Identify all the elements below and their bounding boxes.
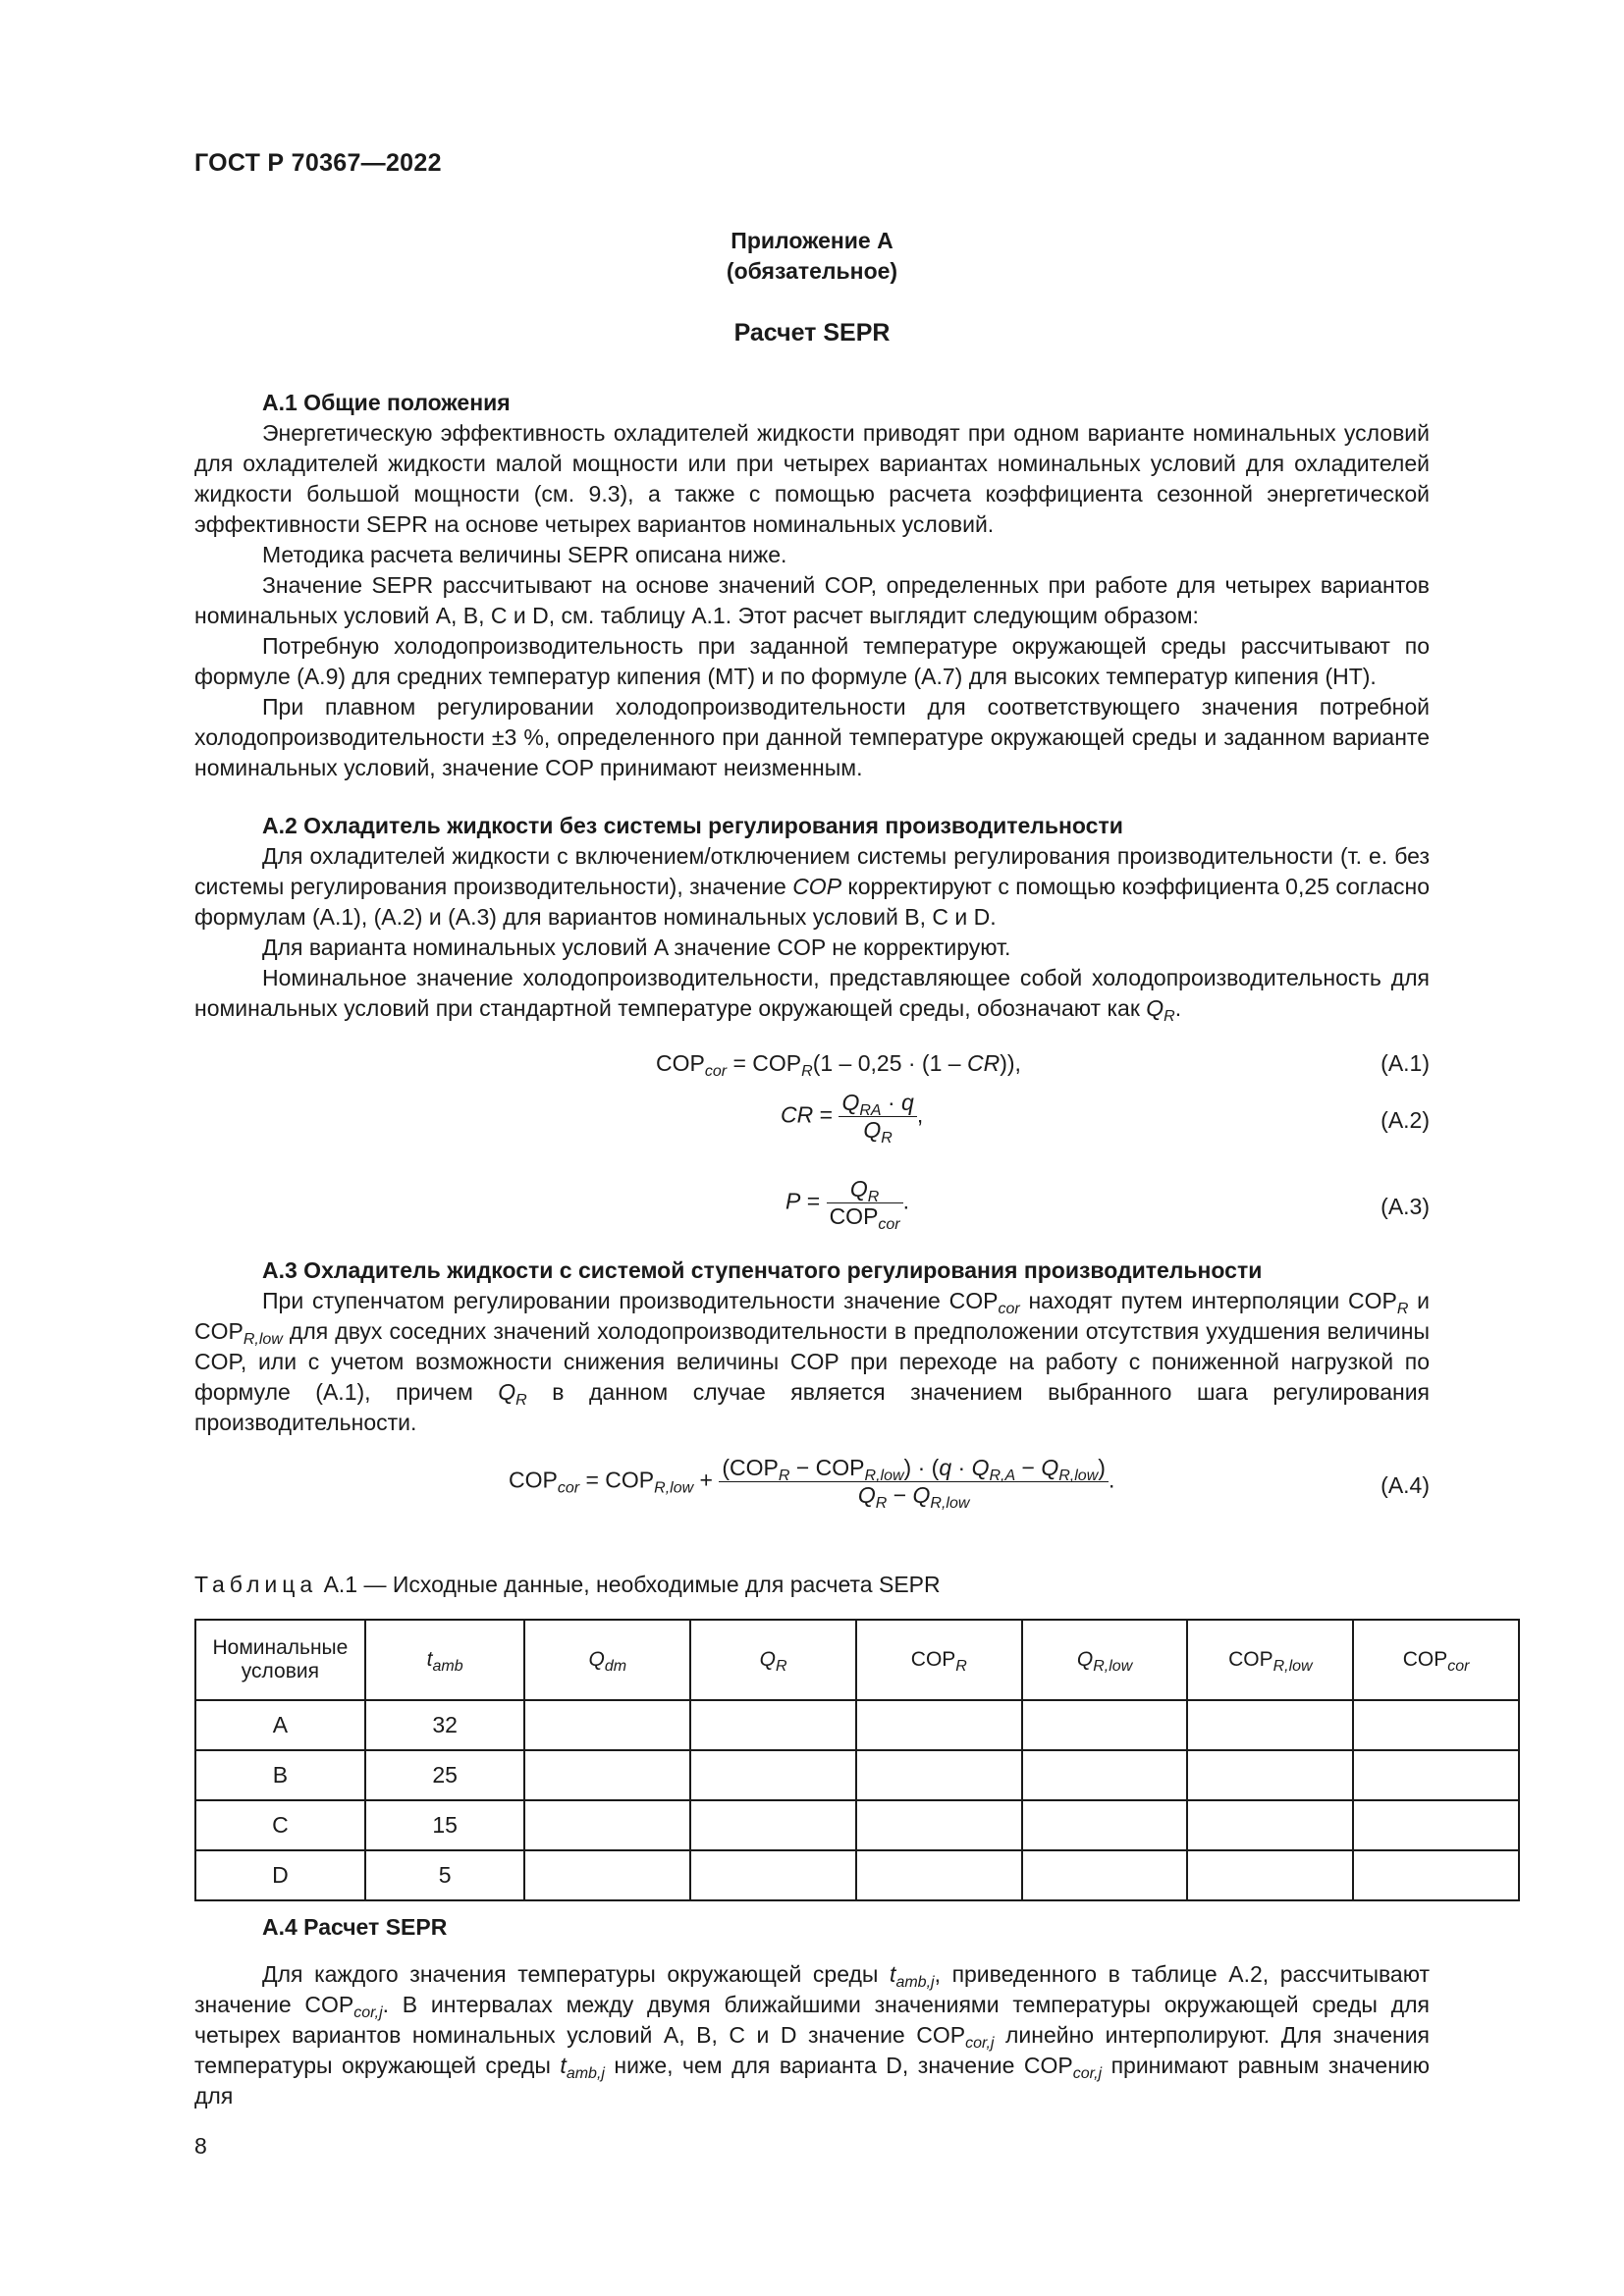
header-copr: $COP_R$ [856, 1620, 1022, 1700]
paragraph: Методика расчета величины SEPR описана ниже. [262, 542, 787, 567]
formula-a1-body: $COP_{cor} = COP_R(1 - 0,25 \cdot (1 - CR))$, [656, 1050, 1021, 1080]
header-tamb: $t_{amb}$ [365, 1620, 525, 1700]
cell-tamb: 25 [365, 1750, 525, 1800]
cell-empty [856, 1800, 1022, 1850]
formula-a3-body: P = $\frac{Q_R}{COP_{cor}}$ . [785, 1176, 910, 1233]
header-qrlow: $Q_{R,low}$ [1022, 1620, 1188, 1700]
formula-a3 [194, 1176, 1430, 1235]
cell-tamb: 32 [365, 1700, 525, 1750]
formula-number: (А.2) [1380, 1107, 1430, 1133]
formula-a2 [194, 1090, 1430, 1148]
section-heading: А.4 Расчет SEPR [262, 1914, 448, 1940]
cell-empty [1022, 1750, 1188, 1800]
table-row [195, 1850, 1519, 1900]
appendix-label: Приложение А [731, 228, 893, 253]
paragraph: Потребную холодопроизводительность при заданной температуре окружающей среды рассчитывают по формуле (А.9) для средних температур кипения (МТ) и по формуле (А.7) для высоких температур кипения (НТ). [194, 633, 1430, 689]
cell-cond: D [195, 1850, 365, 1900]
cell-empty [1022, 1700, 1188, 1750]
appendix-status: (обязательное) [726, 258, 898, 284]
section-a2 [194, 811, 1430, 1024]
cell-empty [856, 1750, 1022, 1800]
cell-empty [1353, 1750, 1519, 1800]
cell-empty [1187, 1850, 1353, 1900]
cell-empty [1022, 1850, 1188, 1900]
cell-empty [524, 1800, 690, 1850]
cell-cond: A [195, 1700, 365, 1750]
paragraph: Для охладителей жидкости с включением/отключением системы регулирования производительности (т. е. без системы регулирования производительности), значение COP корректируют с помощью коэффициента 0,25 согласно формулам (А.1), (А.2) и (А.3) для вариантов номинальных условий B, C и D. [194, 843, 1430, 930]
cell-cond: B [195, 1750, 365, 1800]
paragraph: Номинальное значение холодопроизводительности, представляющее собой холодопроизводительность для номинальных условий при стандартной температуре окружающей среды, обозначают как $Q_R$. [194, 965, 1430, 1025]
cell-empty [690, 1750, 856, 1800]
paragraph: Для варианта номинальных условий A значение COP не корректируют. [262, 934, 1011, 960]
cell-empty [690, 1850, 856, 1900]
cell-empty [524, 1750, 690, 1800]
cell-empty [856, 1700, 1022, 1750]
section-heading: А.3 Охладитель жидкости с системой ступенчатого регулирования производительности [262, 1257, 1263, 1283]
formula-a4-body: $COP_{cor} = COP_{R,low}$ + $\frac{(COP_R - COP_{R,low}) \cdot (q \cdot Q_{R,A} - Q_{R,low})}{Q_R - Q_{R,low}}$ . [509, 1455, 1115, 1512]
header-qr: $Q_R$ [690, 1620, 856, 1700]
cell-empty [1353, 1800, 1519, 1850]
formula-number: (А.4) [1380, 1472, 1430, 1498]
paragraph: Энергетическую эффективность охладителей жидкости приводят при одном варианте номинальных условий для охладителей жидкости малой мощности или при четырех вариантах номинальных условий для охладителей жидкости большой мощности (см. 9.3), а также с помощью расчета коэффициента сезонной энергетической эффективности SEPR на основе четырех вариантов номинальных условий. [194, 420, 1430, 537]
table-a1 [194, 1619, 1520, 1901]
formula-a4 [194, 1455, 1430, 1514]
paragraph: Для каждого значения температуры окружающей среды $t_{amb,j}$, приведенного в таблице А.2, рассчитывают значение $COP_{cor,j}$. В интервалах между двумя ближайшими значениями температуры окружающей среды для четырех вариантов номинальных условий A, B, C и D значение $COP_{cor,j}$ линейно интерполируют. Для значения температуры окружающей среды $t_{amb,j}$ ниже, чем для варианта D, значение $COP_{cor,j}$ принимают равным значению для [194, 1961, 1431, 2109]
cell-empty [856, 1850, 1022, 1900]
cell-empty [1187, 1700, 1353, 1750]
appendix-title: Расчет SEPR [733, 319, 891, 347]
section-a4 [194, 1912, 1430, 2111]
section-heading: А.2 Охладитель жидкости без системы регулирования производительности [262, 813, 1123, 838]
appendix-header [194, 226, 1430, 287]
section-heading: А.1 Общие положения [262, 390, 511, 415]
section-a3 [194, 1255, 1430, 1438]
paragraph: При плавном регулировании холодопроизводительности для соответствующего значения потребной холодопроизводительности ±3 %, определенного при данной температуре окружающей среды и заданном варианте номинальных условий, значение COP принимают неизменным. [194, 694, 1430, 780]
header-coprlow: $COP_{R,low}$ [1187, 1620, 1353, 1700]
paragraph: Значение SEPR рассчитывают на основе значений COP, определенных при работе для четырех вариантов номинальных условий A, B, C и D, см. таблицу А.1. Этот расчет выглядит следующим образом: [194, 572, 1430, 628]
table-row [195, 1800, 1519, 1850]
formula-number: (А.3) [1380, 1194, 1430, 1219]
table-caption: Таблица А.1 — Исходные данные, необходимые для расчета SEPR [194, 1572, 941, 1597]
cell-empty [524, 1850, 690, 1900]
header-cond: Номинальные условия [195, 1620, 365, 1700]
cell-empty [1353, 1850, 1519, 1900]
cell-empty [1022, 1800, 1188, 1850]
cell-empty [690, 1700, 856, 1750]
paragraph: При ступенчатом регулировании производительности значение $COP_{cor}$ находят путем интерполяции $COP_R$ и $COP_{R,low}$ для двух соседних значений холодопроизводительности в предположении отсутствия ухудшения величины COP, или с учетом возможности снижения величины COP при переходе на работу с пониженной нагрузкой по формуле (А.1), причем $Q_R$ в данном случае является значением выбранного шага регулирования производительности. [194, 1288, 1431, 1435]
formula-number: (А.1) [1380, 1050, 1430, 1076]
formula-a2-body: CR = $\frac{Q_{RA} \cdot q}{Q_R}$ , [781, 1090, 924, 1147]
cell-tamb: 5 [365, 1850, 525, 1900]
cell-tamb: 15 [365, 1800, 525, 1850]
cell-empty [690, 1800, 856, 1850]
section-a1 [194, 388, 1430, 783]
table-row [195, 1700, 1519, 1750]
page-number: 8 [194, 2133, 207, 2159]
document-code: ГОСТ Р 70367—2022 [194, 149, 442, 177]
header-copcor: $COP_{cor}$ [1353, 1620, 1519, 1700]
table-row [195, 1750, 1519, 1800]
header-qdm: $Q_{dm}$ [524, 1620, 690, 1700]
cell-empty [1187, 1750, 1353, 1800]
cell-empty [1353, 1700, 1519, 1750]
cell-cond: C [195, 1800, 365, 1850]
table-header-row [195, 1620, 1519, 1700]
cell-empty [524, 1700, 690, 1750]
cell-empty [1187, 1800, 1353, 1850]
